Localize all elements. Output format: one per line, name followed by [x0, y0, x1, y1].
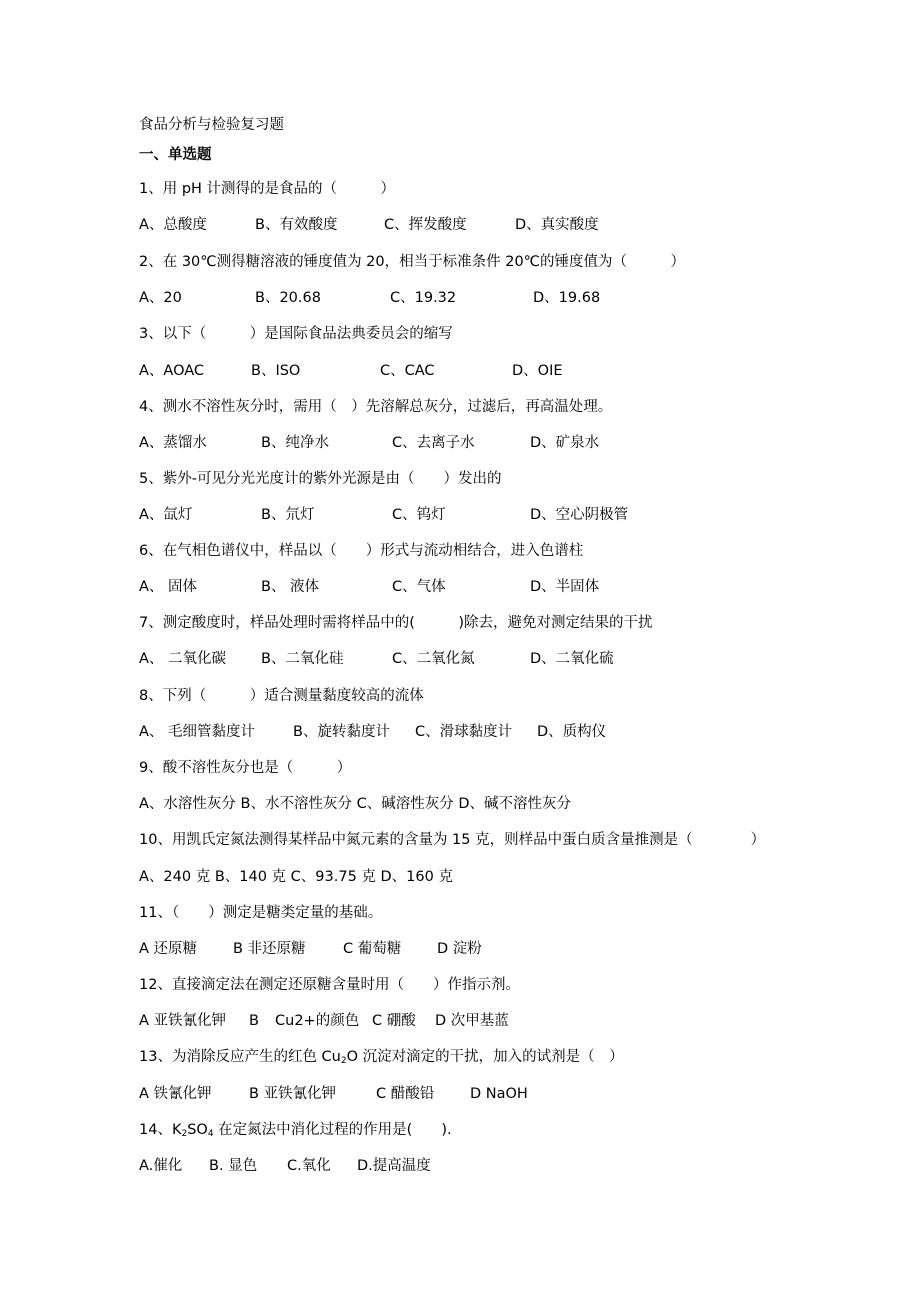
- question-10: 10、用凯氏定氮法测得某样品中氮元素的含量为 15 克，则样品中蛋白质含量推测是（ ）: [139, 832, 766, 848]
- option-b-text: Cu2+的颜色: [275, 1013, 360, 1029]
- option-c: C、19.32: [390, 290, 457, 306]
- option-b: B 非还原糖: [233, 941, 306, 957]
- option-d: D、空心阴极管: [530, 507, 629, 523]
- question-2: 2、在 30℃测得糖溶液的锤度值为 20，相当于标准条件 20℃的锤度值为（ ）: [139, 254, 685, 270]
- option-b: B、有效酸度: [255, 217, 338, 233]
- option-b: B、旋转黏度计: [293, 724, 390, 740]
- option-c: C 葡萄糖: [343, 941, 402, 957]
- options-10: A、240 克 B、140 克 C、93.75 克 D、160 克: [139, 869, 453, 885]
- option-d: D.提高温度: [357, 1158, 431, 1174]
- option-a: A 亚铁氰化钾: [139, 1013, 227, 1029]
- question-13: 13、为消除反应产生的红色 $Cu_2O$ 沉淀对滴定的干扰，加入的试剂是（ ）: [139, 1049, 624, 1066]
- option-b: B、ISO: [251, 363, 301, 379]
- option-a: A、氙灯: [139, 507, 193, 523]
- option-a: A、 毛细管黏度计: [139, 724, 256, 740]
- option-a: A、总酸度: [139, 217, 207, 233]
- option-b: B、 液体: [261, 579, 320, 595]
- question-9: 9、酸不溶性灰分也是（ ）: [139, 760, 352, 776]
- question-12: 12、直接滴定法在测定还原糖含量时用（ ）作指示剂。: [139, 977, 520, 993]
- question-3: 3、以下（ ）是国际食品法典委员会的缩写: [139, 326, 453, 342]
- section-heading: 一、单选题: [139, 147, 212, 163]
- option-c: C、CAC: [380, 363, 435, 379]
- option-d: D、质构仪: [537, 724, 607, 740]
- option-d: D、OIE: [512, 363, 563, 379]
- question-6: 6、在气相色谱仪中，样品以（ ）形式与流动相结合，进入色谱柱: [139, 543, 584, 559]
- options-9: A、水溶性灰分 B、水不溶性灰分 C、碱溶性灰分 D、碱不溶性灰分: [139, 796, 571, 812]
- question-8: 8、下列（ ）适合测量黏度较高的流体: [139, 688, 424, 704]
- option-a: A、20: [139, 290, 182, 306]
- option-d: D NaOH: [470, 1086, 528, 1102]
- option-b: B、二氧化硅: [261, 651, 344, 667]
- option-a: A.催化: [139, 1158, 183, 1174]
- option-b: B. 显色: [209, 1158, 258, 1174]
- option-c: C、挥发酸度: [384, 217, 467, 233]
- option-a: A 还原糖: [139, 941, 198, 957]
- option-d: D、19.68: [533, 290, 601, 306]
- option-c: C、滑球黏度计: [415, 724, 513, 740]
- option-a: A、蒸馏水: [139, 435, 207, 451]
- option-c: C、钨灯: [392, 507, 446, 523]
- option-b: B 亚铁氰化钾: [249, 1086, 337, 1102]
- question-4: 4、测水不溶性灰分时，需用（ ）先溶解总灰分，过滤后，再高温处理。: [139, 399, 613, 415]
- option-b: B: [249, 1013, 259, 1029]
- option-c: C 硼酸: [372, 1013, 416, 1029]
- option-d: D、真实酸度: [515, 217, 599, 233]
- question-11: 11、（ ）测定是糖类定量的基础。: [139, 905, 383, 921]
- option-d: D 淀粉: [437, 941, 482, 957]
- option-a: A、 固体: [139, 579, 198, 595]
- option-a: A、 二氧化碳: [139, 651, 227, 667]
- option-c: C 醋酸铅: [376, 1086, 435, 1102]
- option-d: D、半固体: [530, 579, 600, 595]
- option-d: D 次甲基蓝: [435, 1013, 509, 1029]
- option-c: C.氧化: [287, 1158, 331, 1174]
- option-b: B、氘灯: [261, 507, 315, 523]
- option-c: C、二氧化氮: [392, 651, 475, 667]
- option-d: D、二氧化硫: [530, 651, 614, 667]
- question-5: 5、紫外-可见分光光度计的紫外光源是由（ ）发出的: [139, 471, 502, 487]
- option-b: B、20.68: [255, 290, 321, 306]
- option-a: A 铁氰化钾: [139, 1086, 212, 1102]
- option-d: D、矿泉水: [530, 435, 600, 451]
- option-a: A、AOAC: [139, 363, 205, 379]
- option-c: C、气体: [392, 579, 446, 595]
- option-c: C、去离子水: [392, 435, 475, 451]
- question-14: 14、$K_2SO_4$ 在定氮法中消化过程的作用是( ).: [139, 1122, 452, 1139]
- document-title: 食品分析与检验复习题: [139, 117, 284, 133]
- option-b: B、纯净水: [261, 435, 329, 451]
- question-7: 7、测定酸度时，样品处理时需将样品中的( )除去，避免对测定结果的干扰: [139, 615, 653, 631]
- question-1: 1、用 pH 计测得的是食品的（ ）: [139, 181, 396, 197]
